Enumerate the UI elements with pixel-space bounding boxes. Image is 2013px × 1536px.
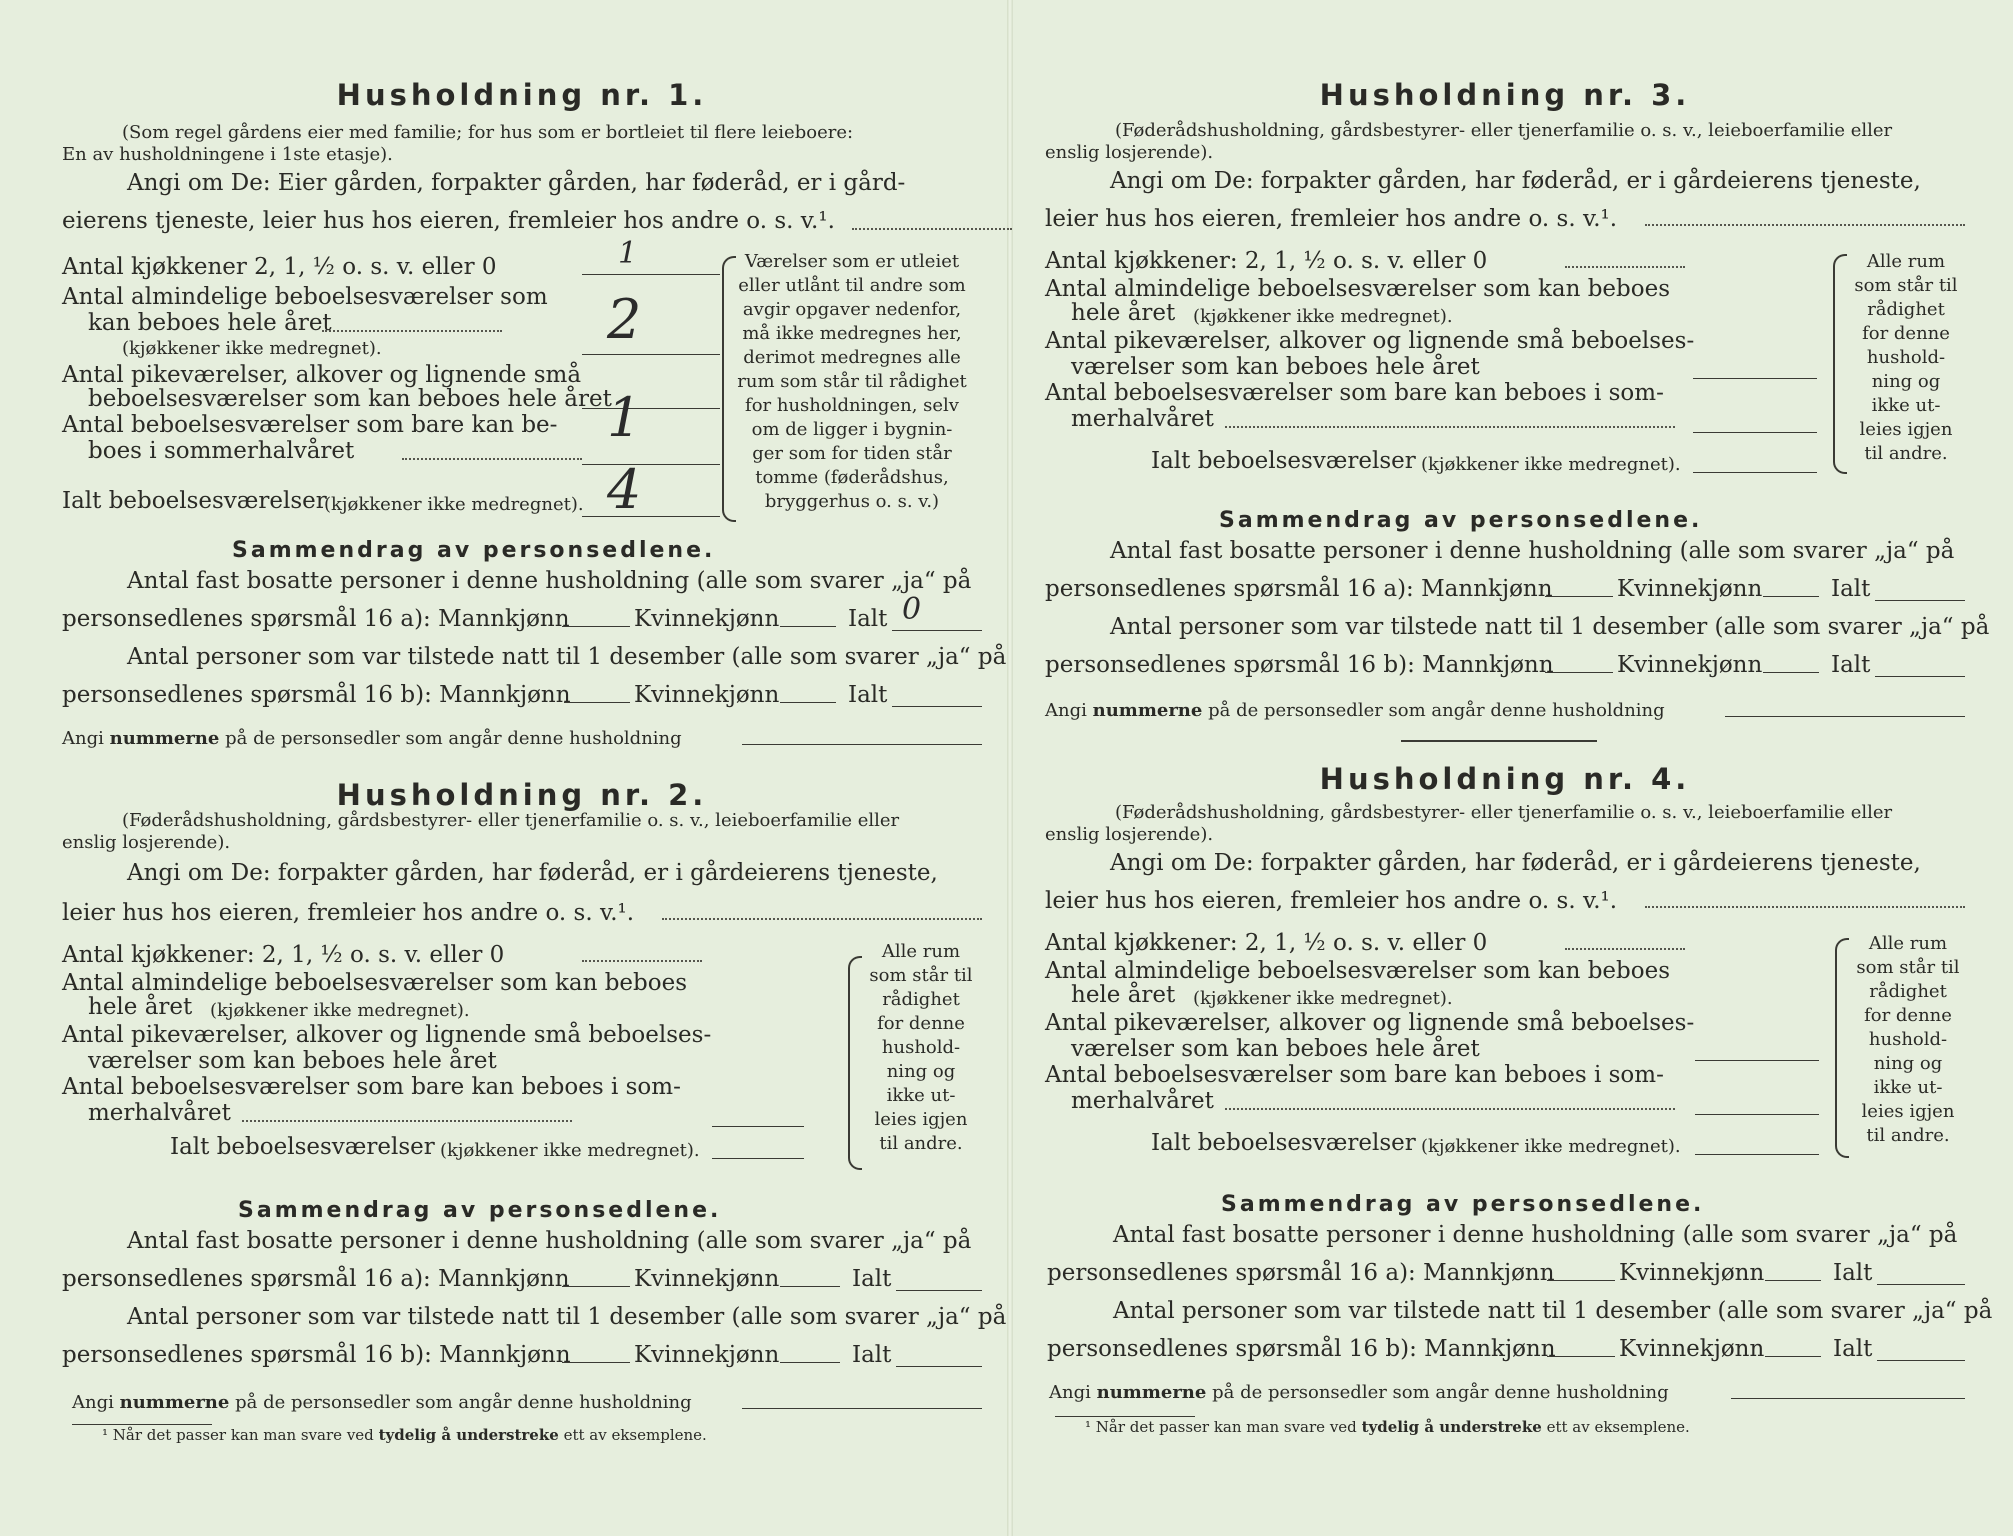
- h4-q2-total-label: Ialt: [1833, 1336, 1873, 1362]
- h2-summer-rooms-label-2: merhalvåret: [88, 1100, 231, 1126]
- h1-kitchens-value: 1: [618, 236, 638, 271]
- household-4: [1045, 762, 1993, 1482]
- left-page: [62, 0, 1022, 1536]
- h1-q2-female-field[interactable]: [780, 702, 836, 703]
- household-3-instruction: Angi om De: forpakter gården, har føderåd, er i gårdeierens tjeneste,: [1110, 168, 1921, 194]
- h4-rooms-label-2: hele året: [1071, 982, 1176, 1008]
- h2-summary-q2-label: personsedlenes spørsmål 16 b): Mannkjønn: [62, 1342, 571, 1368]
- h3-q1-total-label: Ialt: [1831, 576, 1871, 602]
- h3-maid-rooms-field[interactable]: [1693, 378, 1817, 379]
- household-1-instruction: Angi om De: Eier gården, forpakter gården, har føderåd, er i gård-: [127, 170, 906, 196]
- h4-summary-q1-label: personsedlenes spørsmål 16 a): Mannkjønn: [1047, 1260, 1555, 1286]
- h1-rooms-dots: [322, 330, 502, 332]
- household-1-note: (Som regel gårdens eier med familie; for hus som er bortleiet til flere leieboere:: [122, 122, 854, 143]
- h2-summary-q1: Antal fast bosatte personer i denne husholdning (alle som svarer „ja“ på: [127, 1228, 972, 1254]
- h1-summer-rooms-label: Antal beboelsesværelser som bare kan be-: [62, 412, 558, 438]
- h2-q2-female-field[interactable]: [780, 1362, 840, 1363]
- h1-q1-total-value: 0: [902, 592, 922, 627]
- h4-q1-female-label: Kvinnekjønn: [1619, 1260, 1765, 1286]
- household-4-note-2: enslig losjerende).: [1045, 824, 1214, 845]
- h2-summary-title: Sammendrag av personsedlene.: [238, 1198, 722, 1223]
- household-2-instruction: Angi om De: forpakter gården, har føderåd, er i gårdeierens tjeneste,: [127, 860, 938, 886]
- h4-summary-q2: Antal personer som var tilstede natt til 1 desember (alle som svarer „ja“ på: [1113, 1298, 1993, 1324]
- h1-summer-rooms-value: 1: [607, 386, 642, 449]
- h4-q1-female-field[interactable]: [1765, 1280, 1821, 1281]
- h3-q2-female-field[interactable]: [1763, 672, 1819, 673]
- h1-summary-q2: Antal personer som var tilstede natt til 1 desember (alle som svarer „ja“ på: [127, 644, 1007, 670]
- h4-kitchens-field[interactable]: [1565, 948, 1685, 950]
- h4-q2-female-field[interactable]: [1765, 1356, 1821, 1357]
- household-3-instruction-2: leier hus hos eieren, fremleier hos andre o. s. v.¹.: [1045, 206, 1618, 232]
- h3-q1-female-field[interactable]: [1763, 596, 1819, 597]
- h4-rooms-note: (kjøkkener ikke medregnet).: [1193, 988, 1453, 1009]
- section-divider: [1401, 740, 1597, 742]
- h2-q2-total-field[interactable]: [896, 1366, 982, 1367]
- footnote-rule-left: [72, 1424, 212, 1425]
- household-4-answer-line[interactable]: [1645, 906, 1965, 908]
- household-1-answer-line[interactable]: [852, 228, 1012, 230]
- household-2: [62, 778, 1007, 1498]
- h2-total-note: (kjøkkener ikke medregnet).: [440, 1140, 700, 1161]
- h3-maid-rooms-label-2: værelser som kan beboes hele året: [1071, 354, 1480, 380]
- h3-rooms-note: (kjøkkener ikke medregnet).: [1193, 306, 1453, 327]
- h4-numbers-label: Angi nummerne på de personsedler som angår denne husholdning: [1049, 1382, 1669, 1403]
- h1-rooms-field[interactable]: [582, 354, 720, 355]
- h1-total-label: Ialt beboelsesværelser: [62, 488, 327, 514]
- household-3-note: (Føderådshusholdning, gårdsbestyrer- eller tjenerfamilie o. s. v., leieboerfamilie eller: [1115, 120, 1893, 141]
- household-3-answer-line[interactable]: [1645, 224, 1965, 226]
- footnote-rule-right: [1055, 1416, 1195, 1417]
- h1-total-note: (kjøkkener ikke medregnet).: [324, 494, 584, 515]
- h3-q1-total-field[interactable]: [1875, 600, 1965, 601]
- h1-q1-total-label: Ialt: [848, 606, 888, 632]
- h2-numbers-field[interactable]: [742, 1408, 982, 1409]
- household-1: [62, 78, 1007, 798]
- h3-numbers-label: Angi nummerne på de personsedler som angår denne husholdning: [1045, 700, 1665, 721]
- household-4-instruction: Angi om De: forpakter gården, har føderåd, er i gårdeierens tjeneste,: [1110, 850, 1921, 876]
- h4-kitchens-label: Antal kjøkkener: 2, 1, ½ o. s. v. eller 0: [1045, 930, 1488, 956]
- household-3-title: Husholdning nr. 3.: [1319, 78, 1691, 112]
- h2-q1-female-field[interactable]: [780, 1286, 840, 1287]
- h3-q1-female-label: Kvinnekjønn: [1617, 576, 1763, 602]
- h4-q1-total-field[interactable]: [1877, 1284, 1965, 1285]
- h2-numbers-label: Angi nummerne på de personsedler som angår denne husholdning: [72, 1392, 692, 1413]
- household-1-note-2: En av husholdningene i 1ste etasje).: [62, 144, 393, 165]
- h4-maid-rooms-label: Antal pikeværelser, alkover og lignende små beboelses-: [1045, 1010, 1695, 1036]
- household-3: [1045, 78, 1990, 798]
- h2-rooms-note: (kjøkkener ikke medregnet).: [210, 1000, 470, 1021]
- h4-q1-total-label: Ialt: [1833, 1260, 1873, 1286]
- h1-numbers-field[interactable]: [742, 744, 982, 745]
- h3-q1-male-field[interactable]: [1545, 596, 1613, 597]
- h2-rooms-label-2: hele året: [88, 994, 193, 1020]
- h4-q2-male-field[interactable]: [1547, 1356, 1615, 1357]
- h3-side-note: Alle rum som står til rådighet for denne hushold- ning og ikke ut- leies igjen til andre.: [1854, 251, 1958, 464]
- h3-q2-male-field[interactable]: [1545, 672, 1613, 673]
- h3-summary-q2: Antal personer som var tilstede natt til 1 desember (alle som svarer „ja“ på: [1110, 614, 1990, 640]
- h3-summary-q2-label: personsedlenes spørsmål 16 b): Mannkjønn: [1045, 652, 1554, 678]
- h2-q1-total-field[interactable]: [896, 1290, 982, 1291]
- h2-q1-male-field[interactable]: [562, 1286, 630, 1287]
- h3-maid-rooms-label: Antal pikeværelser, alkover og lignende små beboelses-: [1045, 328, 1695, 354]
- household-2-title: Husholdning nr. 2.: [336, 778, 708, 812]
- h4-numbers-field[interactable]: [1731, 1398, 1965, 1399]
- h3-q2-female-label: Kvinnekjønn: [1617, 652, 1763, 678]
- h3-numbers-field[interactable]: [1725, 716, 1965, 717]
- h1-total-field[interactable]: [582, 516, 720, 517]
- h2-q2-total-label: Ialt: [852, 1342, 892, 1368]
- h3-summary-q1: Antal fast bosatte personer i denne husholdning (alle som svarer „ja“ på: [1110, 538, 1955, 564]
- h3-kitchens-field[interactable]: [1565, 266, 1685, 268]
- h2-summary-q1-label: personsedlenes spørsmål 16 a): Mannkjønn: [62, 1266, 570, 1292]
- h3-summary-q1-label: personsedlenes spørsmål 16 a): Mannkjønn: [1045, 576, 1553, 602]
- h3-total-field[interactable]: [1693, 472, 1817, 473]
- right-page: [1045, 0, 2005, 1536]
- h4-q1-male-field[interactable]: [1547, 1280, 1615, 1281]
- h3-total-label: Ialt beboelsesværelser: [1151, 448, 1416, 474]
- h3-total-note: (kjøkkener ikke medregnet).: [1421, 454, 1681, 475]
- household-4-title: Husholdning nr. 4.: [1319, 762, 1691, 796]
- h3-summer-rooms-label: Antal beboelsesværelser som bare kan beboes i som-: [1045, 380, 1664, 406]
- h2-q2-male-field[interactable]: [562, 1362, 630, 1363]
- h3-rooms-label-2: hele året: [1071, 300, 1176, 326]
- h1-rooms-value: 2: [607, 288, 642, 351]
- h1-side-note: Værelser som er utleiet eller utlånt til andre som avgir opgaver nedenfor, må ikke medregnes her, derimot medregnes alle rum som står til rådighet for husholdningen, selv om de ligger i bygnin- ger som for tiden står tomme (føderådshus, bryggerhus o. s. v.): [737, 251, 967, 512]
- h2-summary-q2: Antal personer som var tilstede natt til 1 desember (alle som svarer „ja“ på: [127, 1304, 1007, 1330]
- h2-q1-female-label: Kvinnekjønn: [634, 1266, 780, 1292]
- household-2-answer-line[interactable]: [662, 918, 982, 920]
- h4-side-note: Alle rum som står til rådighet for denne hushold- ning og ikke ut- leies igjen til andre.: [1856, 933, 1960, 1146]
- h3-summary-title: Sammendrag av personsedlene.: [1219, 508, 1703, 533]
- h2-rooms-label: Antal almindelige beboelsesværelser som kan beboes: [62, 970, 688, 996]
- household-2-instruction-2: leier hus hos eieren, fremleier hos andre o. s. v.¹.: [62, 900, 635, 926]
- h2-summer-rooms-field[interactable]: [712, 1126, 804, 1127]
- h2-summer-rooms-label: Antal beboelsesværelser som bare kan beboes i som-: [62, 1074, 681, 1100]
- h1-q1-total-field[interactable]: [892, 630, 982, 631]
- h3-q2-total-field[interactable]: [1875, 676, 1965, 677]
- h1-q2-female-label: Kvinnekjønn: [634, 682, 780, 708]
- h1-q1-female-label: Kvinnekjønn: [634, 606, 780, 632]
- h1-q1-female-field[interactable]: [780, 626, 836, 627]
- h4-rooms-label: Antal almindelige beboelsesværelser som kan beboes: [1045, 958, 1671, 984]
- household-1-instruction-2: eierens tjeneste, leier hus hos eieren, fremleier hos andre o. s. v.¹.: [62, 208, 835, 234]
- household-4-instruction-2: leier hus hos eieren, fremleier hos andre o. s. v.¹.: [1045, 888, 1618, 914]
- h1-maid-rooms-label-2: beboelsesværelser som kan beboes hele året: [88, 386, 612, 412]
- h4-maid-rooms-field[interactable]: [1695, 1060, 1819, 1061]
- h4-summer-rooms-label-2: merhalvåret: [1071, 1088, 1214, 1114]
- h1-numbers-label: Angi nummerne på de personsedler som angår denne husholdning: [62, 728, 682, 749]
- h3-summer-rooms-label-2: merhalvåret: [1071, 406, 1214, 432]
- h4-summer-rooms-field[interactable]: [1695, 1114, 1819, 1115]
- h1-summer-rooms-label-2: boes i sommerhalvåret: [88, 438, 355, 464]
- h1-maid-rooms-field[interactable]: [582, 408, 720, 409]
- h4-total-field[interactable]: [1695, 1154, 1819, 1155]
- h1-kitchens-field[interactable]: [582, 274, 720, 275]
- h1-summer-rooms-field[interactable]: [582, 464, 720, 465]
- h2-kitchens-field[interactable]: [582, 960, 702, 962]
- h2-side-note: Alle rum som står til rådighet for denne hushold- ning og ikke ut- leies igjen til andre.: [869, 941, 973, 1154]
- household-1-title: Husholdning nr. 1.: [336, 78, 708, 112]
- h3-summer-dots: [1225, 426, 1675, 428]
- h1-summary-title: Sammendrag av personsedlene.: [232, 538, 716, 563]
- h1-q2-male-field[interactable]: [564, 702, 630, 703]
- household-4-note: (Føderådshusholdning, gårdsbestyrer- eller tjenerfamilie o. s. v., leieboerfamilie eller: [1115, 802, 1893, 823]
- h4-summary-title: Sammendrag av personsedlene.: [1221, 1192, 1705, 1217]
- h1-summary-q1: Antal fast bosatte personer i denne husholdning (alle som svarer „ja“ på: [127, 568, 972, 594]
- h4-summer-rooms-label: Antal beboelsesværelser som bare kan beboes i som-: [1045, 1062, 1664, 1088]
- h2-kitchens-label: Antal kjøkkener: 2, 1, ½ o. s. v. eller 0: [62, 942, 505, 968]
- h1-rooms-label: Antal almindelige beboelsesværelser som: [62, 284, 548, 310]
- h4-q2-female-label: Kvinnekjønn: [1619, 1336, 1765, 1362]
- h1-q2-total-field[interactable]: [892, 706, 982, 707]
- h1-kitchens-label: Antal kjøkkener 2, 1, ½ o. s. v. eller 0: [62, 254, 497, 280]
- h1-summary-q2-label: personsedlenes spørsmål 16 b): Mannkjønn: [62, 682, 571, 708]
- h3-kitchens-label: Antal kjøkkener: 2, 1, ½ o. s. v. eller 0: [1045, 248, 1488, 274]
- h4-summer-dots: [1225, 1108, 1675, 1110]
- h2-maid-rooms-label: Antal pikeværelser, alkover og lignende små beboelses-: [62, 1022, 712, 1048]
- h3-rooms-label: Antal almindelige beboelsesværelser som kan beboes: [1045, 276, 1671, 302]
- h1-maid-rooms-label: Antal pikeværelser, alkover og lignende små: [62, 362, 582, 388]
- footnote-left: ¹ Når det passer kan man svare ved tydelig å understreke ett av eksemplene.: [102, 1426, 707, 1444]
- household-2-note-2: enslig losjerende).: [62, 832, 231, 853]
- h2-total-field[interactable]: [712, 1158, 804, 1159]
- h4-q2-total-field[interactable]: [1877, 1360, 1965, 1361]
- h1-total-value: 4: [607, 458, 642, 521]
- h3-q2-total-label: Ialt: [1831, 652, 1871, 678]
- h4-total-note: (kjøkkener ikke medregnet).: [1421, 1136, 1681, 1157]
- h4-maid-rooms-label-2: værelser som kan beboes hele året: [1071, 1036, 1480, 1062]
- h1-summer-dots: [402, 458, 582, 460]
- h4-summary-q1: Antal fast bosatte personer i denne husholdning (alle som svarer „ja“ på: [1113, 1222, 1958, 1248]
- h2-total-label: Ialt beboelsesværelser: [170, 1134, 435, 1160]
- h1-rooms-label-2: kan beboes hele året: [88, 310, 332, 336]
- h3-summer-rooms-field[interactable]: [1693, 432, 1817, 433]
- h4-summary-q2-label: personsedlenes spørsmål 16 b): Mannkjønn: [1047, 1336, 1556, 1362]
- h2-maid-rooms-label-2: værelser som kan beboes hele året: [88, 1048, 497, 1074]
- h2-q2-female-label: Kvinnekjønn: [634, 1342, 780, 1368]
- h2-summer-dots: [242, 1120, 572, 1122]
- h1-q2-total-label: Ialt: [848, 682, 888, 708]
- footnote-right: ¹ Når det passer kan man svare ved tydelig å understreke ett av eksemplene.: [1085, 1418, 1690, 1436]
- h1-summary-q1-label: personsedlenes spørsmål 16 a): Mannkjønn: [62, 606, 570, 632]
- h2-q1-total-label: Ialt: [852, 1266, 892, 1292]
- household-3-note-2: enslig losjerende).: [1045, 142, 1214, 163]
- h1-rooms-note: (kjøkkener ikke medregnet).: [122, 338, 382, 359]
- h4-total-label: Ialt beboelsesværelser: [1151, 1130, 1416, 1156]
- h1-q1-male-field[interactable]: [562, 626, 630, 627]
- household-2-note: (Føderådshusholdning, gårdsbestyrer- eller tjenerfamilie o. s. v., leieboerfamilie eller: [122, 810, 900, 831]
